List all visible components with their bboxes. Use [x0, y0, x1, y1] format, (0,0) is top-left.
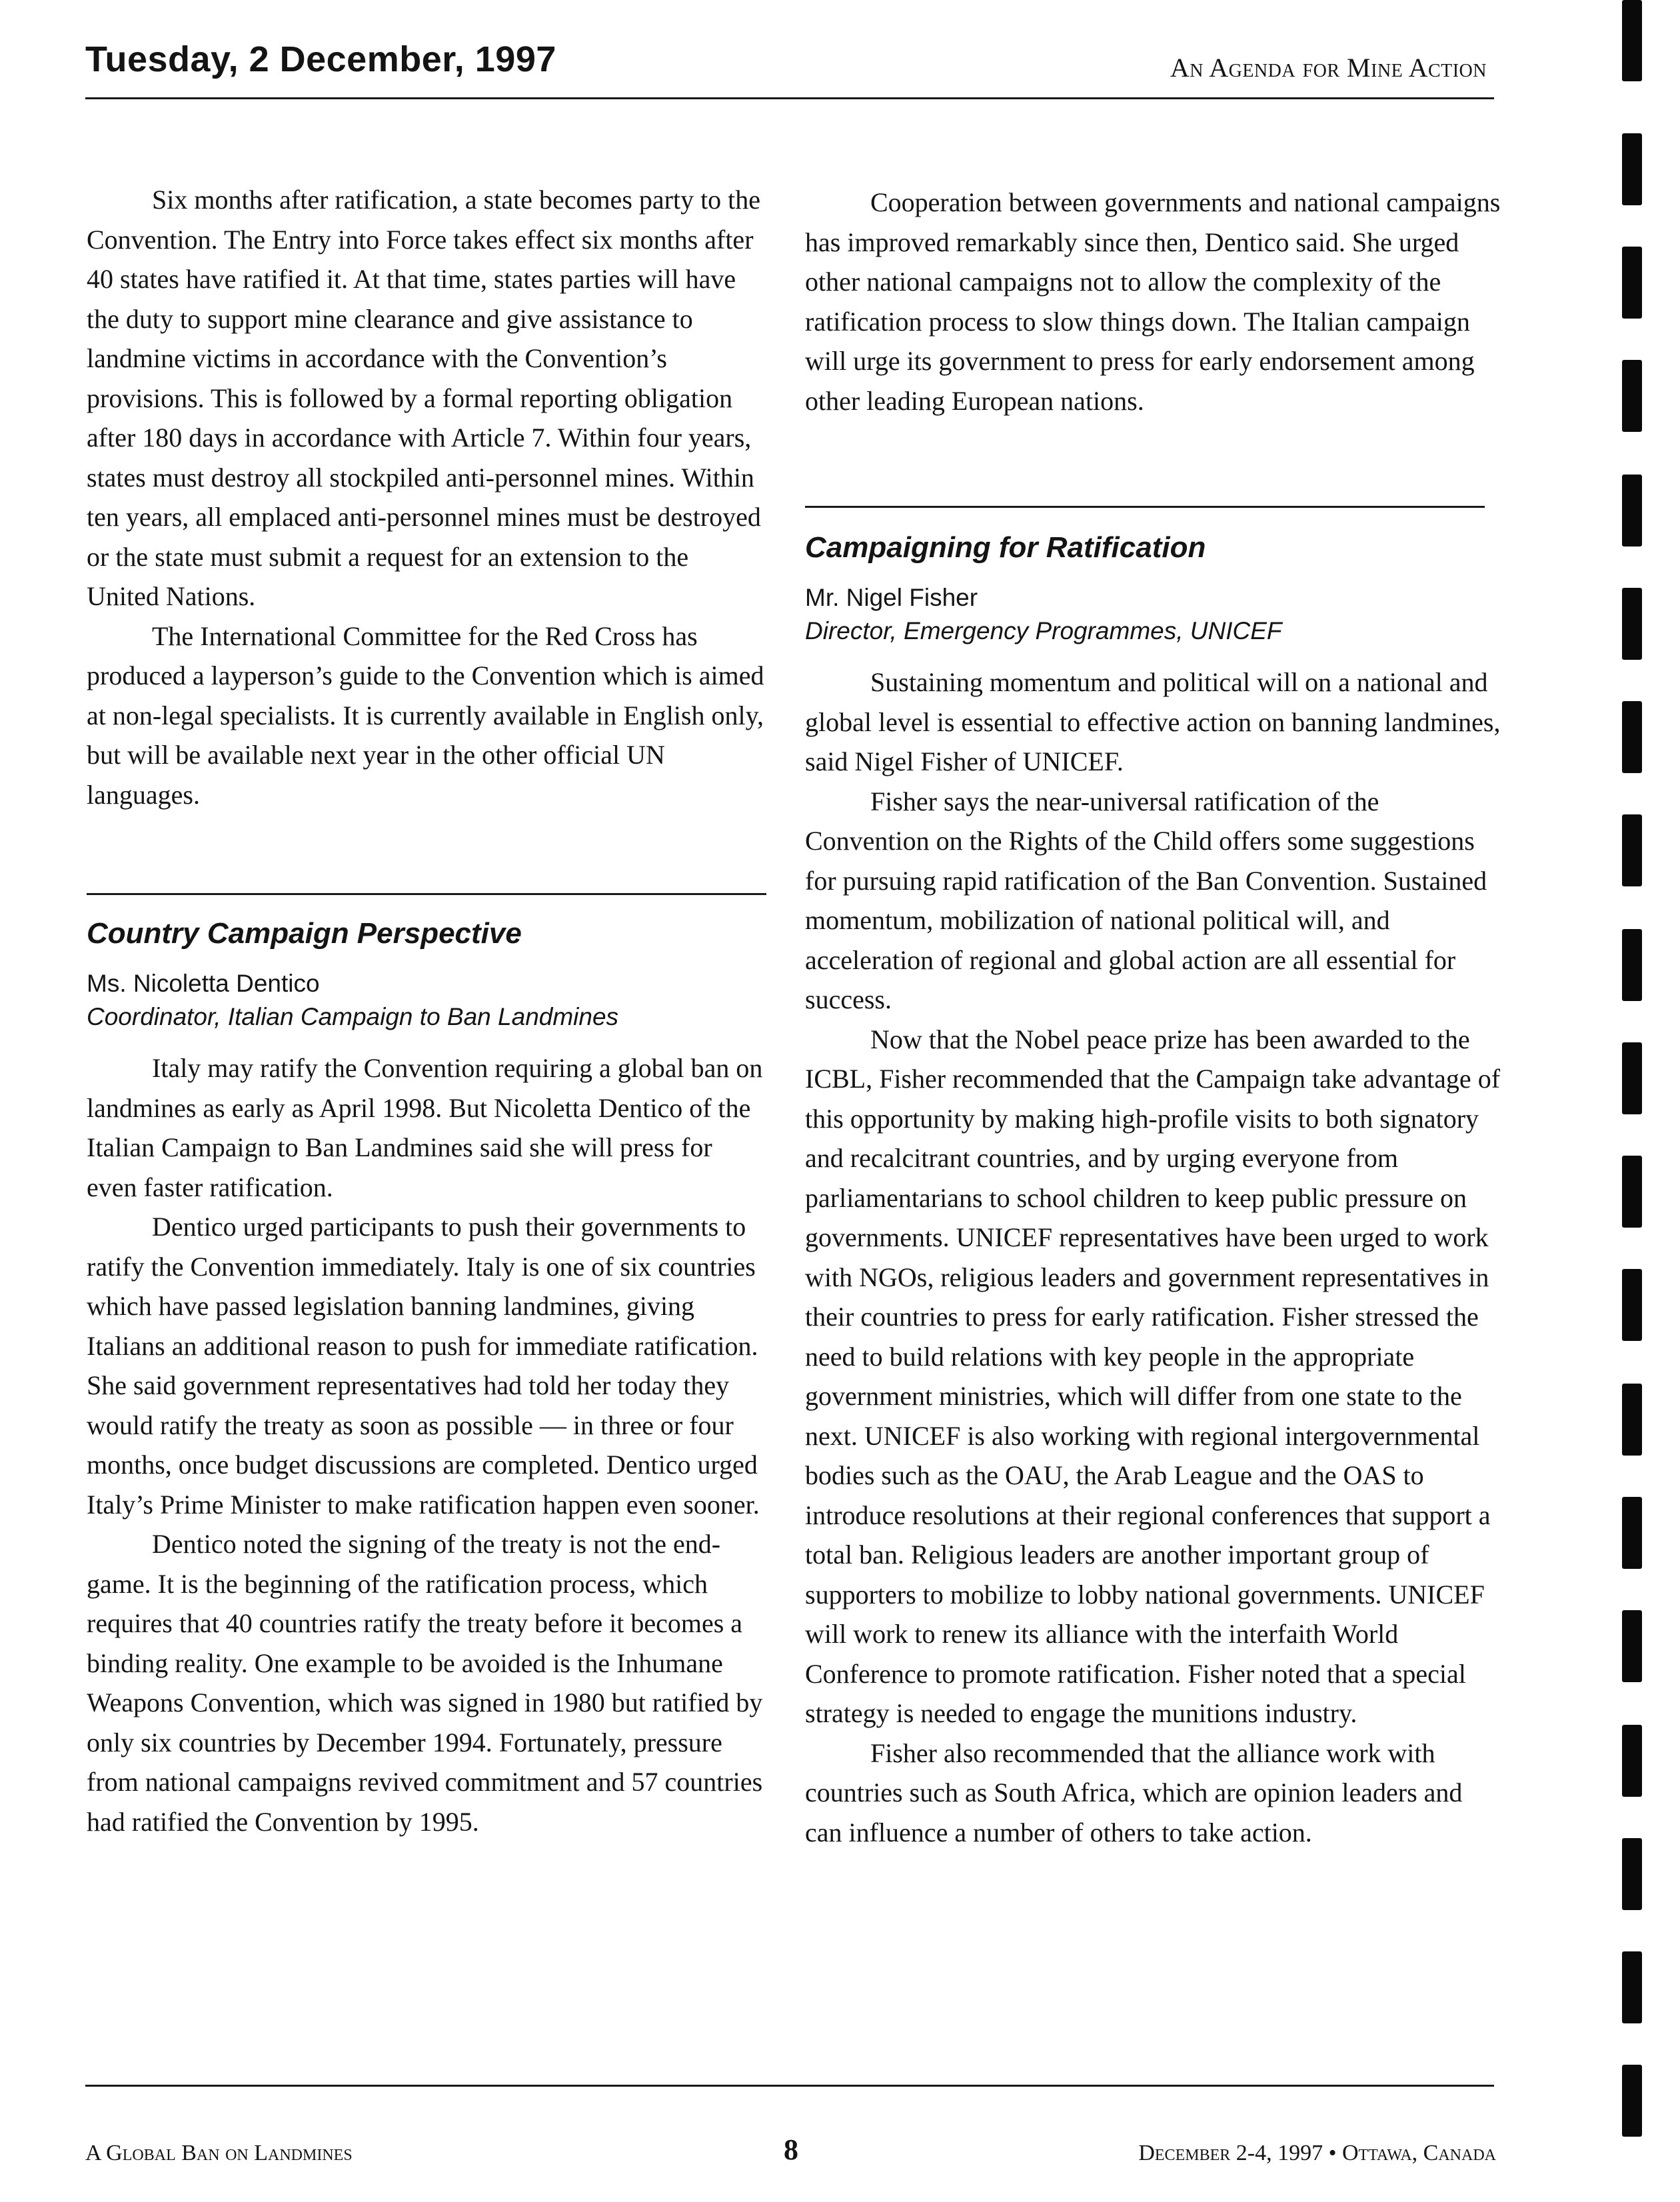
section-divider	[87, 893, 766, 895]
publication-title: An Agenda for Mine Action	[1170, 53, 1487, 83]
binding-mark	[1622, 588, 1642, 660]
binding-mark	[1622, 247, 1642, 319]
binding-mark	[1622, 1269, 1642, 1341]
binding-mark	[1622, 701, 1642, 773]
body-paragraph: Six months after ratification, a state becomes party to the Convention. The Entry into Force takes effect six months after 40 states have ratified it. At that time, states parties will have the duty to support mine clearance and give assistance to landmine victims in accordance with the Convention’s provisions. This is followed by a formal reporting obligation after 180 days in accordance with Article 7. Within four years, states must destroy all stockpiled anti-personnel mines. Within ten years, all emplaced anti-personnel mines must be destroyed or the state must submit a request for an extension to the United Nations.	[87, 185, 761, 611]
section-body	[805, 662, 1505, 1852]
binding-mark	[1622, 1610, 1642, 1682]
body-paragraph: Now that the Nobel peace prize has been awarded to the ICBL, Fisher recommended that the Campaign take advantage of this opportunity by making high-profile visits to both signatory and recalcitrant countries, and by urging everyone from parliamentarians to school children to keep public pressure on governments. UNICEF representatives have been urged to work with NGOs, religious leaders and government representatives in their countries to press for early ratification. Fisher stressed the need to build relations with key people in the appropriate government ministries, which will differ from one state to the next. UNICEF is also working with regional intergovernmental bodies such as the OAU, the Arab League and the OAS to introduce resolutions at their regional conferences that support a total ban. Religious leaders are another important group of supporters to mobilize to lobby national governments. UNICEF will work to renew its alliance with the interfaith World Conference to promote ratification. Fisher noted that a special strategy is needed to engage the munitions industry.	[805, 1024, 1501, 1728]
body-paragraph: Sustaining momentum and political will on a national and global level is essential to effective action on banning landmines, said Nigel Fisher of UNICEF.	[805, 667, 1501, 776]
header-rule	[85, 97, 1494, 99]
speaker-name: Mr. Nigel Fisher	[805, 584, 978, 611]
binding-mark	[1622, 1156, 1642, 1228]
left-column	[87, 180, 766, 1841]
footer-left: A Global Ban on Landmines	[85, 2141, 353, 2165]
binding-mark	[1622, 133, 1642, 205]
body-paragraph: The International Committee for the Red Cross has produced a layperson’s guide to the Convention which is aimed at non-legal specialists. It is currently available in English only, but will be available next year in the other official UN languages.	[87, 620, 764, 810]
header-date: Tuesday, 2 December, 1997	[85, 39, 556, 79]
section-heading: Country Campaign Perspective	[87, 917, 522, 950]
binding-mark	[1622, 1497, 1642, 1569]
right-column	[805, 183, 1505, 1852]
section-divider	[805, 506, 1485, 508]
speaker-name: Ms. Nicoletta Dentico	[87, 970, 320, 997]
body-paragraph: Fisher also recommended that the alliance work with countries such as South Africa, which are opinion leaders and can influence a number of others to take action.	[805, 1737, 1463, 1847]
binding-mark	[1622, 2065, 1642, 2137]
binding-mark	[1622, 1838, 1642, 1910]
binding-mark	[1622, 0, 1642, 81]
section-body	[87, 1048, 766, 1841]
footer-rule	[85, 2085, 1494, 2087]
page-number: 8	[784, 2133, 798, 2166]
binding-mark	[1622, 475, 1642, 547]
binding-mark	[1622, 360, 1642, 432]
speaker-title: Director, Emergency Programmes, UNICEF	[805, 617, 1282, 644]
body-paragraph: Cooperation between governments and national campaigns has improved remarkably since then, Dentico said. She urged other national campaigns not to allow the complexity of the ratification process to slow things down. The Italian campaign will urge its government to press for early endorsement among other leading European nations.	[805, 187, 1501, 416]
binding-mark	[1622, 814, 1642, 886]
speaker-title: Coordinator, Italian Campaign to Ban Landmines	[87, 1003, 619, 1030]
footer-right: December 2-4, 1997 • Ottawa, Canada	[1138, 2141, 1496, 2165]
body-paragraph: Dentico urged participants to push their governments to ratify the Convention immediately. Italy is one of six countries which have passed legislation banning landmines, giving Italians an additional reason to push for immediate ratification. She said government representatives had told her today they would ratify the treaty as soon as possible — in three or four months, once budget discussions are completed. Dentico urged Italy’s Prime Minister to make ratification happen even sooner.	[87, 1212, 760, 1520]
binding-mark	[1622, 1384, 1642, 1456]
body-paragraph: Fisher says the near-universal ratification of the Convention on the Rights of the Child offers some suggestions for pursuing rapid ratification of the Ban Convention. Sustained momentum, mobilization of national political will, and acceleration of regional and global action are all essential for success.	[805, 786, 1487, 1014]
binding-mark	[1622, 1951, 1642, 2023]
body-paragraph: Italy may ratify the Convention requiring a global ban on landmines as early as April 1998. But Nicoletta Dentico of the Italian Campaign to Ban Landmines said she will press for even faster ratification.	[87, 1053, 763, 1202]
binding-mark	[1622, 1042, 1642, 1114]
binding-mark	[1622, 1725, 1642, 1797]
binding-mark	[1622, 929, 1642, 1001]
section-heading: Campaigning for Ratification	[805, 531, 1206, 564]
body-paragraph: Dentico noted the signing of the treaty is not the end-game. It is the beginning of the ratification process, which requires that 40 countries ratify the treaty before it becomes a binding reality. One example to be avoided is the Inhumane Weapons Convention, which was signed in 1980 but ratified by only six countries by December 1994. Fortunately, pressure from national campaigns revived commitment and 57 countries had ratified the Convention by 1995.	[87, 1529, 763, 1837]
